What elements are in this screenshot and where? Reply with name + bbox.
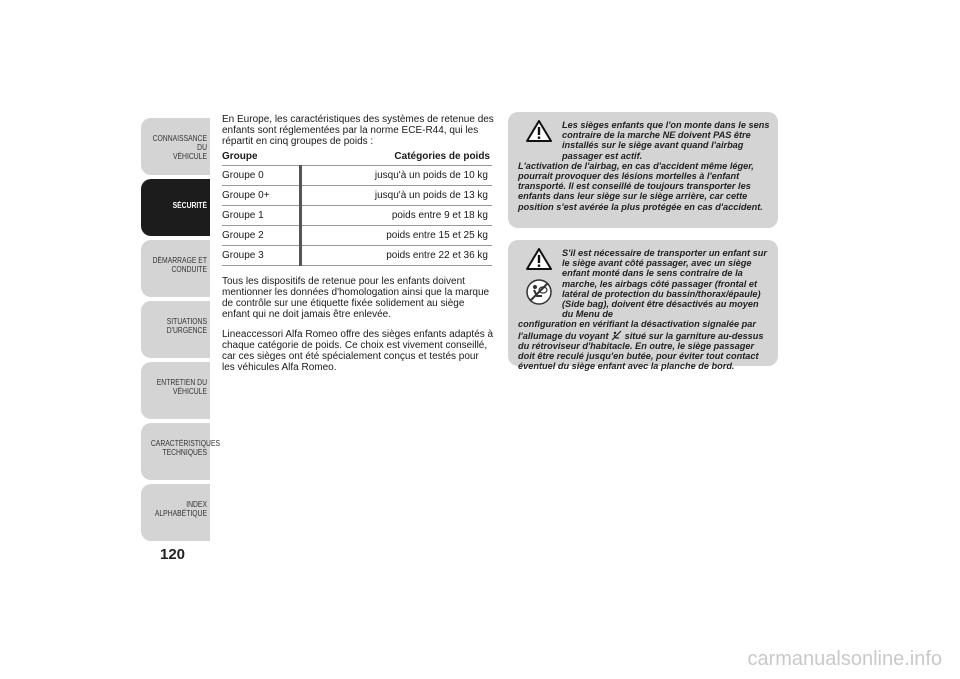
watermark-text: carmanualsonline.info <box>747 648 942 670</box>
main-column <box>222 114 494 373</box>
warning2-indented-text: S'il est nécessaire de transporter un enfant sur le siège avant côté passager, avec un siège enfant monté dans le sens contraire de la marche, les airbags côté passager (frontal et latéral de protection du bassin/thorax/épaule) (Side bag), doivent être désactivés au moyen du Menu de <box>562 248 767 320</box>
warning1-body: L'activation de l'airbag, en cas d'accident même léger, pourrait provoquer des lésions mortelles à l'enfant transporté. Il est conseillé de toujours transporter les enfants dans leur siège sur le siège arrière, car cette position s'est avérée la plus protégée en cas d'accident. <box>518 160 763 212</box>
tab-label: SÉCURITÉ <box>172 201 207 210</box>
table-cell: Groupe 1 <box>222 206 301 226</box>
homologation-paragraph: Tous les dispositifs de retenue pour les enfants doivent mentionner les données d'homologation ainsi que la marque de contrôle sur une étiquette fixée solidement au siège enfant qui ne doit jamais être enlevée. <box>222 276 490 320</box>
table-row <box>222 206 492 226</box>
table-cell: poids entre 15 et 25 kg <box>301 226 492 246</box>
weight-groups-table <box>222 149 492 266</box>
tab-label: CONNAISSANCE DU VÉHICULE <box>152 134 207 161</box>
table-cell: Groupe 2 <box>222 226 301 246</box>
section-tabs <box>141 118 221 545</box>
warning2-body <box>518 319 770 371</box>
table-header-row <box>222 149 492 166</box>
table-cell: Groupe 0 <box>222 166 301 186</box>
tab-label: ENTRETIEN DU VÉHICULE <box>156 378 207 396</box>
page-number: 120 <box>160 546 186 563</box>
warning-icon-column <box>518 120 560 144</box>
warning-triangle-icon <box>526 248 552 270</box>
table-row <box>222 186 492 206</box>
table-cell: Groupe 3 <box>222 246 301 266</box>
tab-securite[interactable] <box>141 179 210 236</box>
tab-label: INDEX ALPHABÉTIQUE <box>154 500 207 518</box>
airbag-disabled-icon <box>525 278 553 306</box>
table-cell: poids entre 9 et 18 kg <box>301 206 492 226</box>
warning2-body-start: configuration en vérifiant la désactivation signalée par l'allumage du voyant <box>518 319 756 341</box>
tab-label: SITUATIONS D'URGENCE <box>166 317 207 335</box>
tab-connaissance-vehicule[interactable] <box>141 118 210 175</box>
warning-triangle-icon <box>526 120 552 142</box>
warning1-indented-text: Les sièges enfants que l'on monte dans le sens contraire de la marche NE doivent PAS être installés sur le siège avant quand l'airbag passager est actif. <box>562 120 770 161</box>
warning-box-front-passenger <box>508 240 778 372</box>
warning2-body-end: situé sur la garniture au-dessus du rétroviseur d'habitacle. En outre, le siège passager doit être reculé jusqu'en butée, pour éviter tout contact éventuel du siège enfant avec la planche de bord. <box>518 330 764 372</box>
tab-caracteristiques-techniques[interactable] <box>141 423 221 480</box>
tab-entretien-vehicule[interactable] <box>141 362 210 419</box>
table-row <box>222 166 492 186</box>
column-header-categories: Catégories de poids <box>301 149 492 166</box>
table-cell: Groupe 0+ <box>222 186 301 206</box>
tab-demarrage-conduite[interactable] <box>141 240 210 297</box>
tab-situations-urgence[interactable] <box>141 301 210 358</box>
warning-box-rear-facing <box>508 112 778 228</box>
tab-index-alphabetique[interactable] <box>141 484 210 541</box>
lineaccessori-paragraph: Lineaccessori Alfa Romeo offre des sièges enfants adaptés à chaque catégorie de poids. Ce choix est vivement conseillé, car ces sièges ont été spécialement conçus et testés pour les véhicules Alfa Romeo. <box>222 329 494 373</box>
tab-label: CARACTÉRISTIQUES TECHNIQUES <box>150 439 221 457</box>
column-header-groupe: Groupe <box>222 149 301 166</box>
table-row <box>222 246 492 266</box>
intro-paragraph: En Europe, les caractéristiques des systèmes de retenue des enfants sont réglementées par la norme ECE-R44, qui les répartit en cinq groupes de poids : <box>222 114 494 147</box>
table-row <box>222 226 492 246</box>
warning-icon-column <box>518 248 560 306</box>
table-cell: jusqu'à un poids de 10 kg <box>301 166 492 186</box>
table-cell: poids entre 22 et 36 kg <box>301 246 492 266</box>
airbag-off-indicator-icon <box>611 330 622 341</box>
tab-label: DÉMARRAGE ET CONDUITE <box>152 256 207 274</box>
table-cell: jusqu'à un poids de 13 kg <box>301 186 492 206</box>
